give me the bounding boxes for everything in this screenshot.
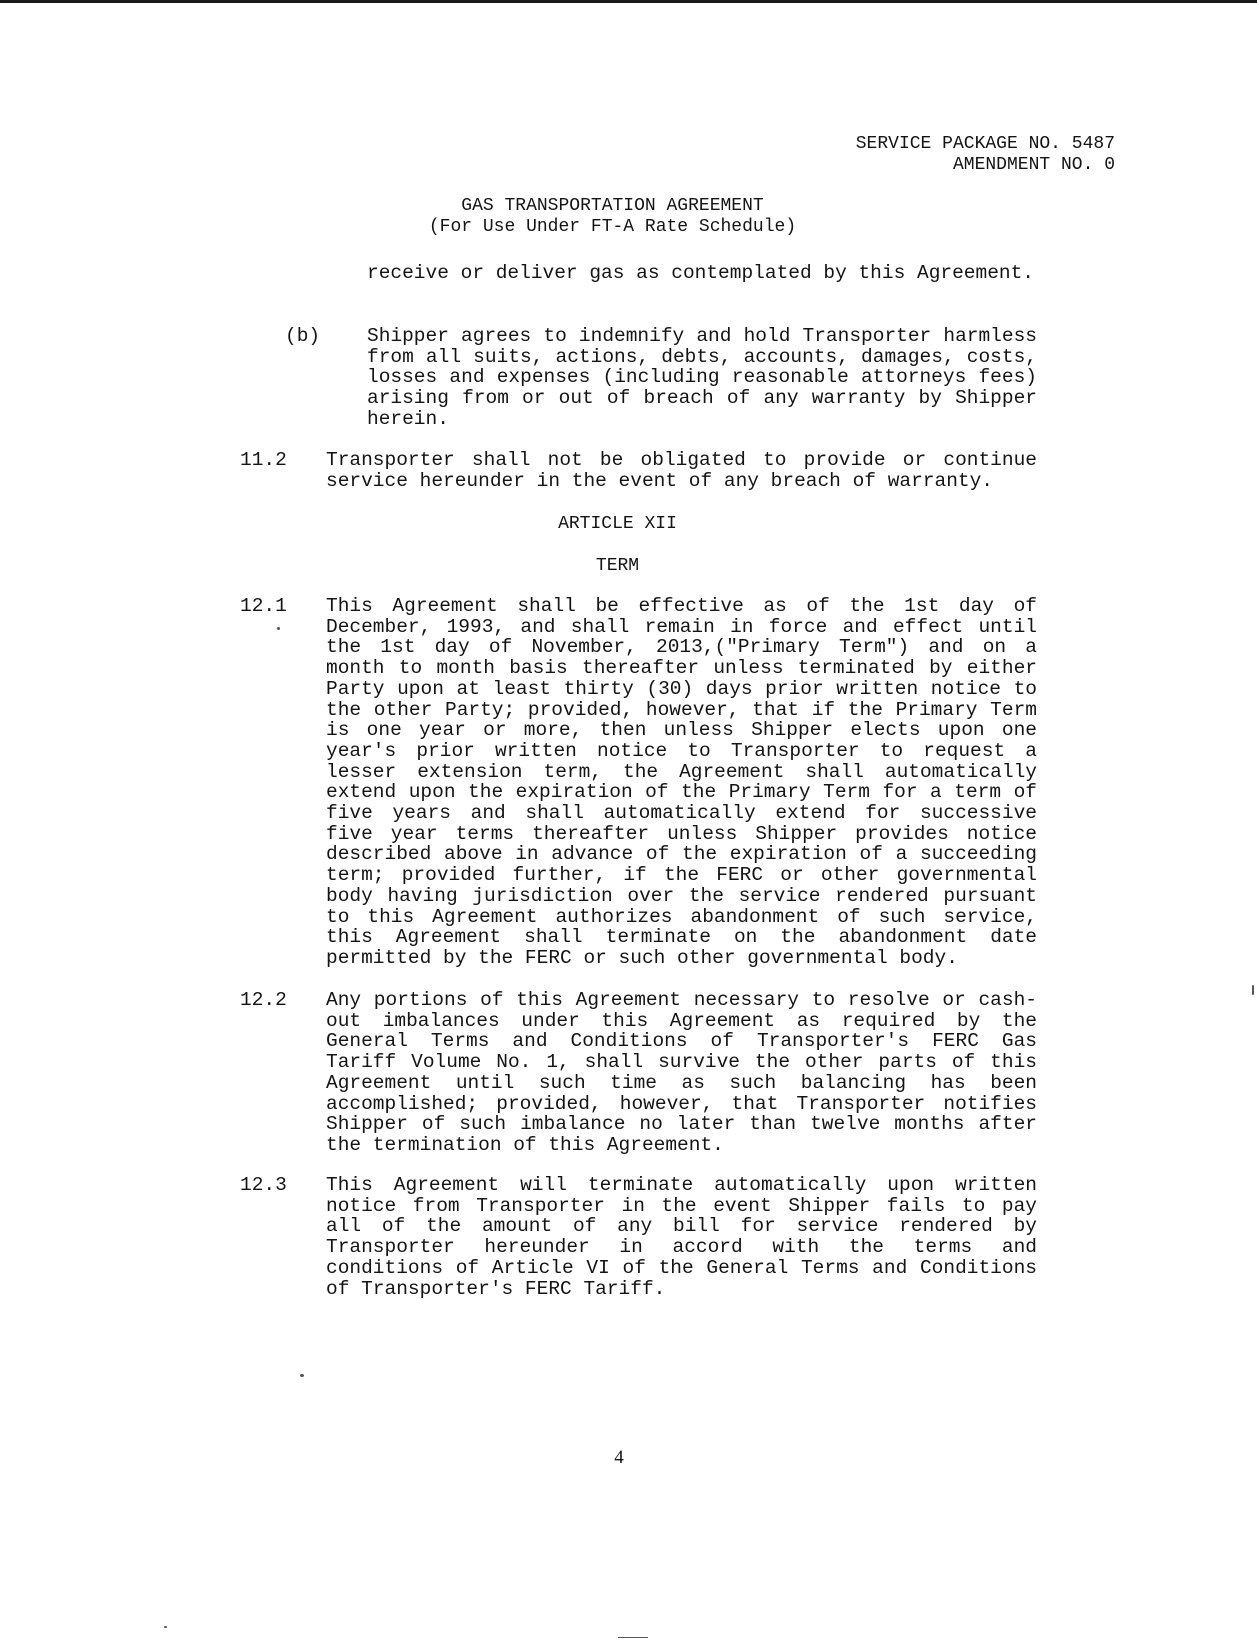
title-main: GAS TRANSPORTATION AGREEMENT bbox=[461, 196, 764, 216]
section-12-1-number: 12.1 bbox=[240, 595, 287, 617]
scan-top-border bbox=[0, 0, 1257, 3]
scan-speck bbox=[300, 1374, 304, 1377]
section-12-2-number: 12.2 bbox=[240, 989, 287, 1011]
amendment-number: AMENDMENT NO. 0 bbox=[952, 155, 1115, 175]
continuation-paragraph: receive or deliver gas as contemplated by this Agreement. bbox=[367, 262, 1035, 284]
article-heading: ARTICLE XII bbox=[558, 514, 677, 534]
service-package-number: SERVICE PACKAGE NO. 5487 bbox=[855, 134, 1115, 154]
scan-edge-mark bbox=[1252, 985, 1254, 995]
section-11-2-number: 11.2 bbox=[240, 449, 287, 471]
title-sub: (For Use Under FT-A Rate Schedule) bbox=[428, 217, 797, 237]
scan-bottom-mark bbox=[618, 1637, 648, 1638]
section-12-3-text: This Agreement will terminate automatically upon written notice from Transporter in the event Shipper fails to pay all of the amount of any bill for service rendered by Transporter hereunder in accord with the terms and conditions of Article VI of the General Terms and Conditions of Transporter's FERC Tariff. bbox=[326, 1174, 1037, 1300]
document-title bbox=[0, 196, 1225, 238]
clause-b-text: Shipper agrees to indemnify and hold Transporter harmless from all suits, actions, debts, accounts, damages, costs, losses and expenses (including reasonable attorneys fees) arising from or out of breach of any warranty by Shipper herein. bbox=[367, 325, 1037, 430]
article-subheading: TERM bbox=[595, 556, 640, 576]
section-12-2-text: Any portions of this Agreement necessary to resolve or cash-out imbalances under this Agreement as required by the General Terms and Conditions of Transporter's FERC Gas Tariff Volume No. 1, shall survive the other parts of this Agreement until such time as such balancing has been accomplished; provided, however, that Transporter notifies Shipper of such imbalance no later than twelve months after the termination of this Agreement. bbox=[326, 989, 1037, 1156]
clause-b-label: (b) bbox=[285, 325, 321, 347]
section-12-3-number: 12.3 bbox=[240, 1174, 287, 1196]
document-header bbox=[856, 134, 1115, 176]
page-number: 4 bbox=[614, 1447, 624, 1468]
section-11-2-text: Transporter shall not be obligated to provide or continue service hereunder in the event of any breach of warranty. bbox=[326, 449, 1037, 492]
section-12-1-text: This Agreement shall be effective as of the 1st day of December, 1993, and shall remain in force and effect until the 1st day of November, 2013,("Primary Term") and on a month to month basis thereafter unless terminated by either Party upon at least thirty (30) days prior written notice to the other Party; provided, however, that if the Primary Term is one year or more, then unless Shipper elects upon one year's prior written notice to Transporter to request a lesser extension term, the Agreement shall automatically extend upon the expiration of the Primary Term for a term of five years and shall automatically extend for successive five year terms thereafter unless Shipper provides notice described above in advance of the expiration of a succeeding term; provided further, if the FERC or other governmental body having jurisdiction over the service rendered pursuant to this Agreement authorizes abandonment of such service, this Agreement shall terminate on the abandonment date permitted by the FERC or such other governmental body. bbox=[326, 595, 1037, 969]
scan-speck bbox=[277, 627, 280, 630]
scan-speck bbox=[164, 1626, 167, 1628]
